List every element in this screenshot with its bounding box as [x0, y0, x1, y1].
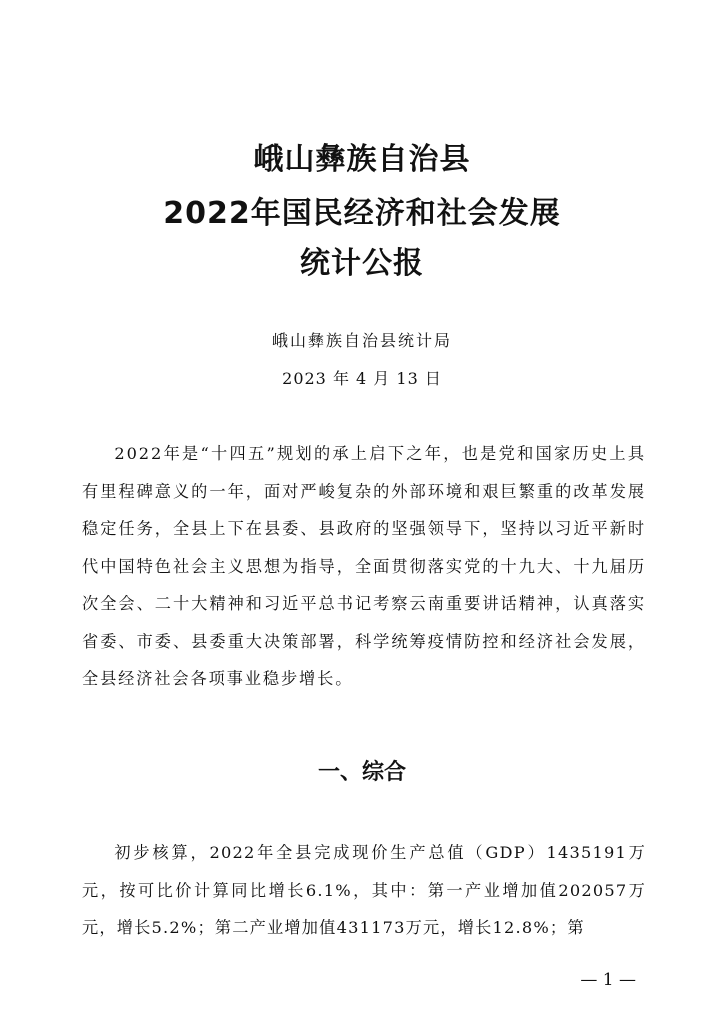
title-line-1: 峨山彝族自治县 [253, 142, 471, 177]
intro-paragraph: 2022年是“十四五”规划的承上启下之年，也是党和国家历史上具有里程碑意义的一年，面对严峻复杂的外部环境和艰巨繁重的改革发展稳定任务，全县上下在县委、县政府的坚强领导下，坚持以习近平新时代中国特色社会主义思想为指导，全面贯彻落实党的十九大、十九届历次全会、二十大精神和习近平总书记考察云南重要讲话精神，认真落实省委、市委、县委重大决策部署，科学统筹疫情防控和经济社会发展，全县经济社会各项事业稳步增长。 [82, 444, 646, 688]
title-line-3: 统计公报 [300, 246, 424, 281]
section-heading-overview: 一、综合 [317, 760, 406, 785]
page-number: — 1 — [580, 970, 636, 990]
publish-date: 2023 年 4 月 13 日 [282, 369, 442, 388]
overview-paragraph: 初步核算，2022年全县完成现价生产总值（GDP）1435191万元，按可比价计算同比增长6.1%，其中：第一产业增加值202057万元，增长5.2%；第二产业增加值431173万元，增长12.8%；第 [82, 843, 646, 937]
title-line-2: 2022年国民经济和社会发展 [163, 196, 561, 231]
issuer: 峨山彝族自治县统计局 [271, 331, 452, 350]
